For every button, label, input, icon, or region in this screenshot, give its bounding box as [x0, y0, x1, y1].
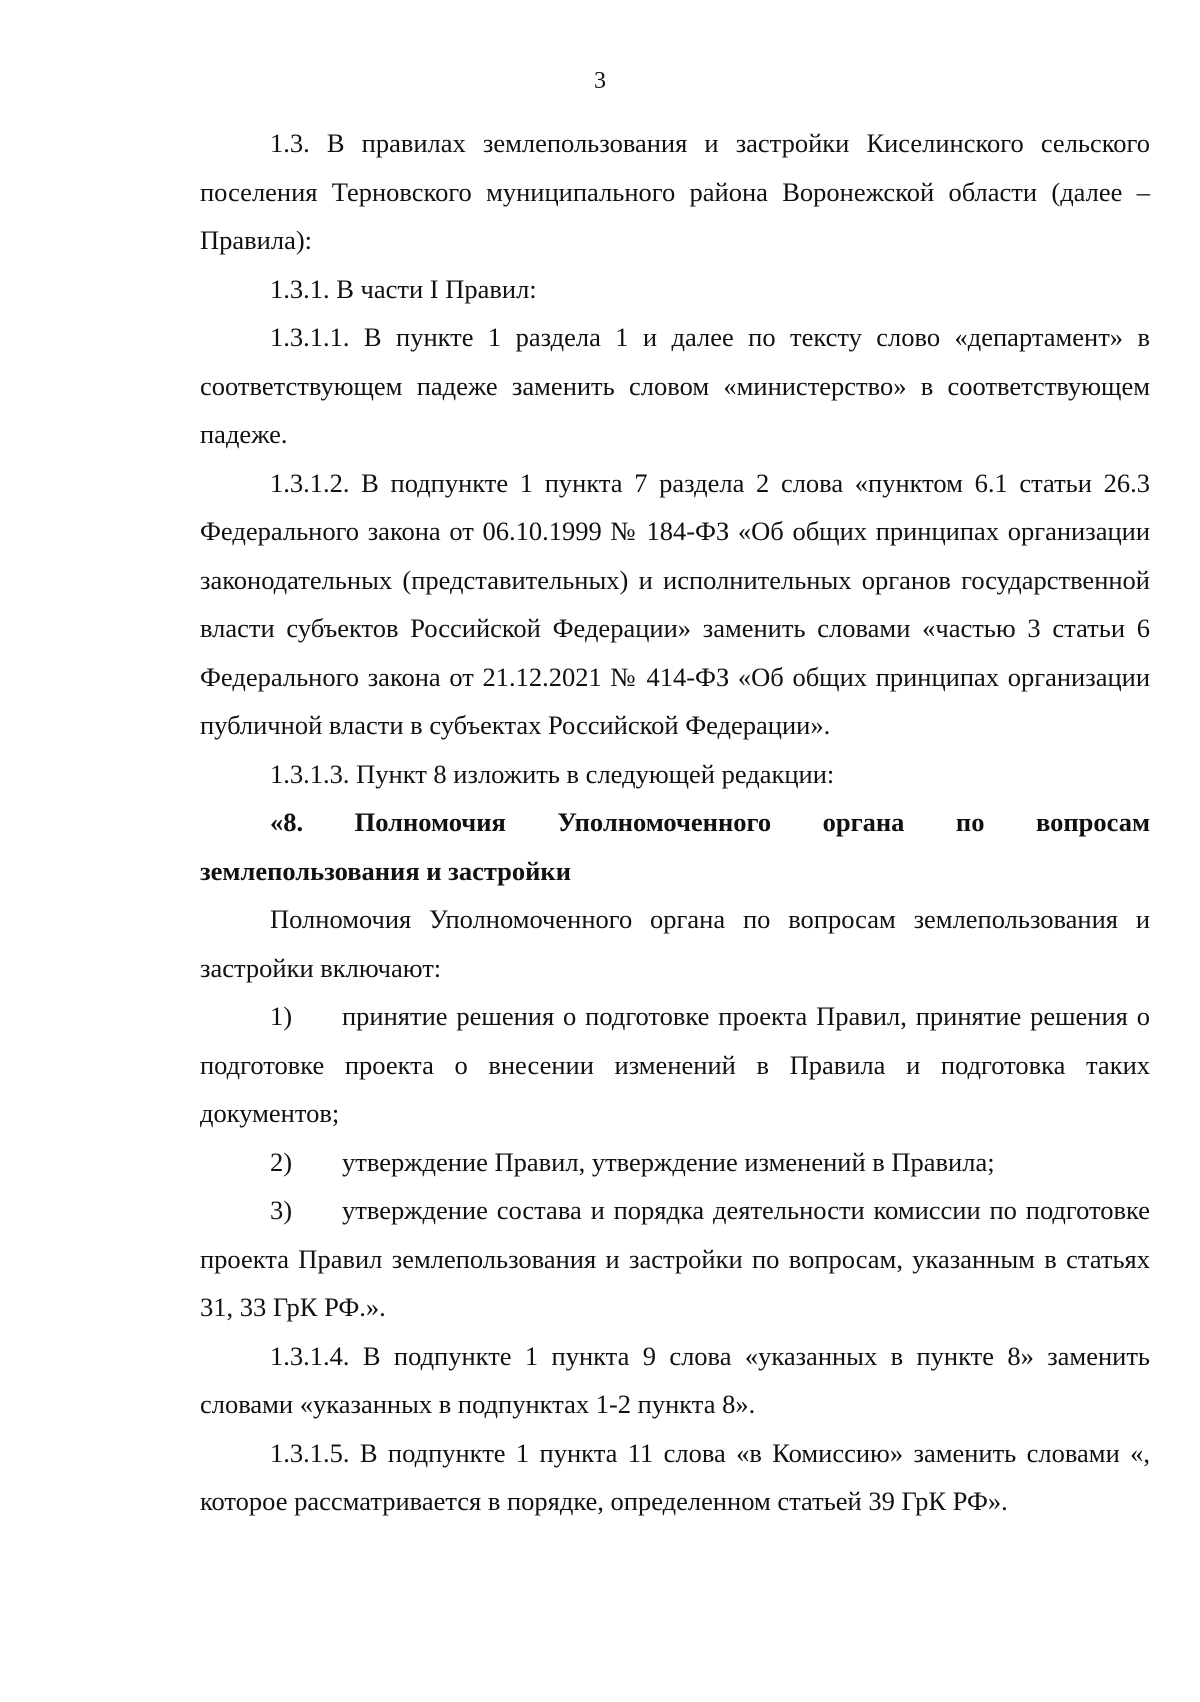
list-item-text: принятие решения о подготовке проекта Правил, принятие решения о подготовке проекта о внесении изменений в Правила и подготовка таких документов;	[200, 1001, 1150, 1128]
list-item-number: 2)	[270, 1146, 293, 1177]
list-item-text: утверждение Правил, утверждение изменений в Правила;	[342, 1146, 995, 1177]
list-item-number: 3)	[270, 1195, 293, 1225]
paragraph-1-3-1-4: 1.3.1.4. В подпункте 1 пункта 9 слова «указанных в пункте 8» заменить словами «указанных в подпунктах 1-2 пункта 8».	[200, 1340, 1150, 1419]
paragraph-1-3-1-3: 1.3.1.3. Пункт 8 изложить в следующей редакции:	[270, 758, 835, 789]
paragraph-1-3-1-2: 1.3.1.2. В подпункте 1 пункта 7 раздела 2 слова «пунктом 6.1 статьи 26.3 Федерального закона от 06.10.1999 № 184-ФЗ «Об общих принципах организации законодательных (представительных) и исполнительных органов государственной власти субъектов Российской Федерации» заменить словами «частью 3 статьи 6 Федерального закона от 21.12.2021 № 414-ФЗ «Об общих принципах организации публичной власти в субъектах Российской Федерации».	[200, 467, 1150, 740]
paragraph-1-3-1: 1.3.1. В части I Правил:	[270, 273, 537, 304]
list-item	[200, 1186, 1150, 1332]
list-item-number: 1)	[270, 1001, 293, 1031]
paragraph-powers-intro: Полномочия Уполномоченного органа по вопросам землепользования и застройки включают:	[200, 904, 1150, 983]
section-heading: «8. Полномочия Уполномоченного органа по вопросам землепользования и застройки	[200, 807, 1150, 886]
list-item-text: утверждение состава и порядка деятельности комиссии по подготовке проекта Правил землепользования и застройки по вопросам, указанным в статьях 31, 33 ГрК РФ.».	[200, 1195, 1150, 1322]
list-item	[200, 992, 1150, 1138]
page-number: 3	[594, 68, 606, 94]
paragraph-1-3: 1.3. В правилах землепользования и застройки Киселинского сельского поселения Терновского муниципального района Воронежской области (далее – Правила):	[200, 128, 1150, 255]
list-item	[200, 1138, 1150, 1187]
document-body	[200, 119, 1150, 1526]
paragraph-1-3-1-5: 1.3.1.5. В подпункте 1 пункта 11 слова «в Комиссию» заменить словами «, которое рассматривается в порядке, определенном статьей 39 ГрК РФ».	[200, 1437, 1150, 1516]
paragraph-1-3-1-1: 1.3.1.1. В пункте 1 раздела 1 и далее по тексту слово «департамент» в соответствующем падеже заменить словом «министерство» в соответствующем падеже.	[200, 322, 1150, 449]
